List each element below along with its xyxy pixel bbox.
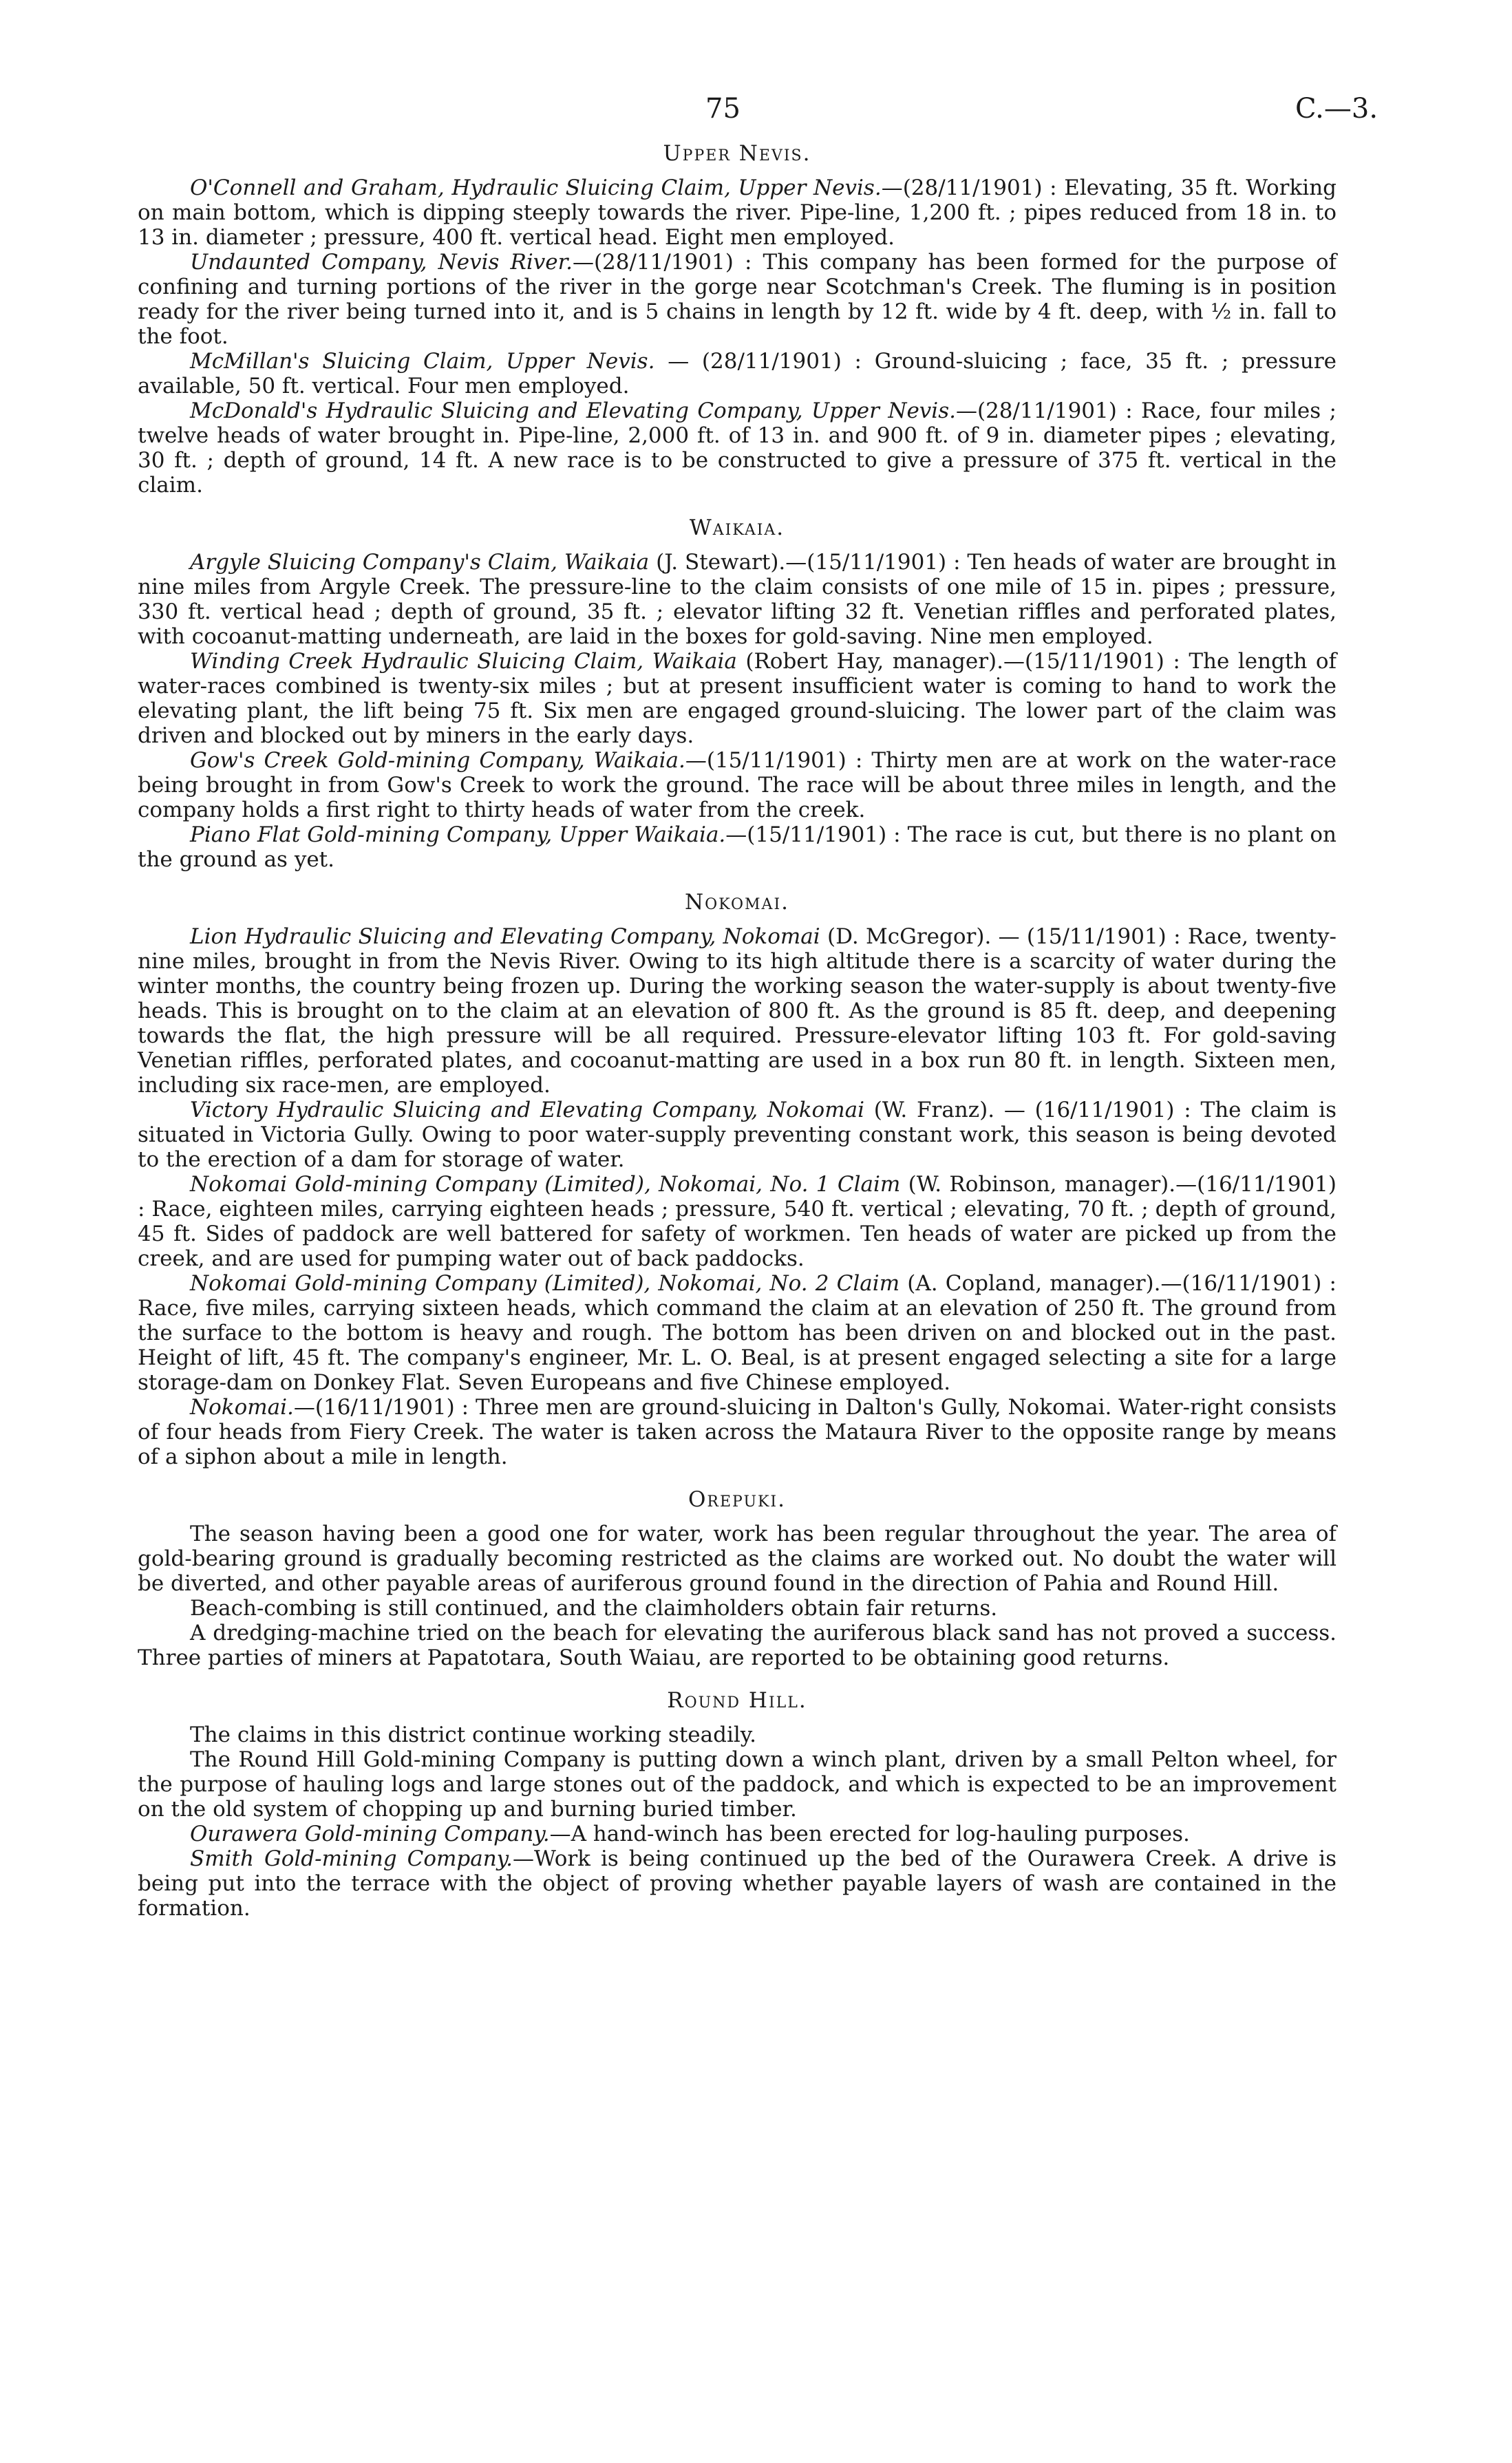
paragraph-text: (Robert Hay, manager).—(15/11/1901) : The length of water-races combined is twenty-six miles ; but at present insufficient water is coming to hand to work the elevating plant, the lift being 75 ft. Six men are engaged ground-sluicing. The lower part of the claim was driven and blocked out by miners in the early days. xyxy=(138,649,1337,748)
section-heading-upper-nevis: Upper Nevis. xyxy=(663,141,811,166)
paragraph-text: (J. Stewart).—(15/11/1901) : Ten heads of water are brought in nine miles from Argyle Creek. The pressure-line to the claim consists of one mile of 15 in. pipes ; pressure, 330 ft. vertical head ; depth of ground, 35 ft. ; elevator lifting 32 ft. Venetian riffles and perforated plates, with cocoanut-matting underneath, are laid in the boxes for gold-saving. Nine men employed. xyxy=(138,550,1337,649)
paragraph-lead: Ourawera Gold-mining Company. xyxy=(190,1822,550,1846)
paragraph xyxy=(138,1822,1337,1846)
paragraph xyxy=(138,1172,1337,1271)
paragraph-lead: Smith Gold-mining Company. xyxy=(190,1846,513,1871)
paragraph-lead: Nokomai Gold-mining Company (Limited), Nokomai, No. 2 Claim xyxy=(190,1271,900,1296)
paragraph xyxy=(138,550,1337,649)
paragraph-lead: Victory Hydraulic Sluicing and Elevating Company, Nokomai xyxy=(190,1098,865,1122)
paragraph-lead: Winding Creek Hydraulic Sluicing Claim, Waikaia xyxy=(190,649,737,674)
paragraph-lead: Gow's Creek Gold-mining Company, Waikaia. xyxy=(190,748,685,773)
paragraph xyxy=(138,1098,1337,1172)
paragraph-text: (A. Copland, manager).—(16/11/1901) : Race, five miles, carrying sixteen heads, which command the claim at an elevation of 250 ft. The ground from the surface to the bottom is heavy and rough. The bottom has been driven on and blocked out in the past. Height of lift, 45 ft. The company's engineer, Mr. L. O. Beal, is at present engaged selecting a site for a large storage-dam on Donkey Flat. Seven Europeans and five Chinese employed. xyxy=(138,1271,1337,1395)
paragraph xyxy=(138,1723,1337,1747)
paragraph xyxy=(138,748,1337,822)
paragraph xyxy=(138,1522,1337,1596)
paragraph-lead: McDonald's Hydraulic Sluicing and Elevating Company, Upper Nevis. xyxy=(190,398,956,423)
paragraph-lead: Argyle Sluicing Company's Claim, Waikaia xyxy=(190,550,650,575)
paragraph xyxy=(138,924,1337,1098)
paragraph-text: — (28/11/1901) : Ground-sluicing ; face, 35 ft. ; pressure available, 50 ft. vertical. Four men employed. xyxy=(138,349,1337,398)
paragraph-text: (D. McGregor). — (15/11/1901) : Race, twenty-nine miles, brought in from the Nevis River. Owing to its high altitude there is a scarcity of water during the winter months, the country being frozen up. During the working season the water-supply is about twenty-five heads. This is brought on to the claim at an elevation of 800 ft. As the ground is 85 ft. deep, and deepening towards the flat, the high pressure will be all required. Pressure-elevator lifting 103 ft. For gold-saving Venetian riffles, perforated plates, and cocoanut-matting are used in a box run 80 ft. in length. Sixteen men, including six race-men, are employed. xyxy=(138,924,1337,1098)
paragraph-text: —A hand-winch has been erected for log-hauling purposes. xyxy=(549,1822,1190,1846)
paragraph xyxy=(138,1846,1337,1921)
page-number: 75 xyxy=(705,93,741,125)
paragraph-lead: Nokomai. xyxy=(190,1395,294,1420)
paragraph-text: The season having been a good one for water, work has been regular throughout the year. The area of gold-bearing ground is gradually becoming restricted as the claims are worked out. No doubt the water will be diverted, and other payable areas of auriferous ground found in the direction of Pahia and Round Hill. xyxy=(138,1522,1337,1596)
paragraph xyxy=(138,250,1337,349)
paragraph-text: A dredging-machine tried on the beach for elevating the auriferous black sand has not proved a success. Three parties of miners at Papatotara, South Waiau, are reported to be obtaining good returns. xyxy=(138,1621,1337,1670)
paragraph-text: —(16/11/1901) : Three men are ground-sluicing in Dalton's Gully, Nokomai. Water-right consists of four heads from Fiery Creek. The water is taken across the Mataura River to the opposite range by means of a siphon about a mile in length. xyxy=(138,1395,1337,1469)
document-reference: C.—3. xyxy=(1295,93,1378,125)
paragraph-text: (W. Franz). — (16/11/1901) : The claim is situated in Victoria Gully. Owing to poor water-supply preventing constant work, this season is being devoted to the erection of a dam for storage of water. xyxy=(138,1098,1337,1172)
paragraph-text: —(15/11/1901) : Thirty men are at work on the water-race being brought in from Gow's Creek to work the ground. The race will be about three miles in length, and the company holds a first right to thirty heads of water from the creek. xyxy=(138,748,1337,822)
paragraph-lead: Lion Hydraulic Sluicing and Elevating Company, Nokomai xyxy=(190,924,820,949)
paragraph-lead: Nokomai Gold-mining Company (Limited), Nokomai, No. 1 Claim xyxy=(190,1172,901,1197)
paragraph-text: The Round Hill Gold-mining Company is putting down a winch plant, driven by a small Pelton wheel, for the purpose of hauling logs and large stones out of the paddock, and which is expected to be an improvement on the old system of chopping up and burning buried timber. xyxy=(138,1747,1337,1822)
section-heading-waikaia: Waikaia. xyxy=(689,515,785,540)
document-body xyxy=(138,141,1337,1921)
paragraph-text: —(15/11/1901) : The race is cut, but there is no plant on the ground as yet. xyxy=(138,822,1337,872)
section-heading-orepuki: Orepuki. xyxy=(688,1487,786,1512)
paragraph-lead: O'Connell and Graham, Hydraulic Sluicing Claim, Upper Nevis. xyxy=(190,175,882,200)
paragraph-text: —(28/11/1901) : This company has been formed for the purpose of confining and turning portions of the river in the gorge near Scotchman's Creek. The fluming is in position ready for the river being turned into it, and is 5 chains in length by 12 ft. wide by 4 ft. deep, with ½ in. fall to the foot. xyxy=(138,250,1337,349)
paragraph-lead: Undaunted Company, Nevis River. xyxy=(190,250,573,275)
paragraph-lead: McMillan's Sluicing Claim, Upper Nevis. xyxy=(190,349,655,374)
paragraph xyxy=(138,1271,1337,1395)
paragraph xyxy=(138,1395,1337,1469)
paragraph xyxy=(138,349,1337,398)
paragraph xyxy=(138,649,1337,748)
paragraph-text: —(28/11/1901) : Race, four miles ; twelve heads of water brought in. Pipe-line, 2,000 ft. of 13 in. and 900 ft. of 9 in. diameter pipes ; elevating, 30 ft. ; depth of ground, 14 ft. A new race is to be constructed to give a pressure of 375 ft. vertical in the claim. xyxy=(138,398,1337,498)
paragraph-text: (W. Robinson, manager).—(16/11/1901) : Race, eighteen miles, carrying eighteen heads ; pressure, 540 ft. vertical ; elevating, 70 ft. ; depth of ground, 45 ft. Sides of paddock are well battered for safety of workmen. Ten heads of water are picked up from the creek, and are used for pumping water out of back paddocks. xyxy=(138,1172,1337,1271)
paragraph-text: —Work is being continued up the bed of the Ourawera Creek. A drive is being put into the terrace with the object of proving whether payable layers of wash are contained in the formation. xyxy=(138,1846,1337,1921)
paragraph-text: —(28/11/1901) : Elevating, 35 ft. Working on main bottom, which is dipping steeply towards the river. Pipe-line, 1,200 ft. ; pipes reduced from 18 in. to 13 in. diameter ; pressure, 400 ft. vertical head. Eight men employed. xyxy=(138,175,1337,250)
paragraph xyxy=(138,398,1337,498)
section-heading-nokomai: Nokomai. xyxy=(684,890,789,915)
paragraph xyxy=(138,175,1337,250)
paragraph xyxy=(138,1596,1337,1621)
section-heading-round-hill: Round Hill. xyxy=(667,1688,807,1713)
paragraph xyxy=(138,1621,1337,1670)
paragraph-lead: Piano Flat Gold-mining Company, Upper Waikaia. xyxy=(190,822,726,847)
paragraph-text: Beach-combing is still continued, and the claimholders obtain fair returns. xyxy=(190,1596,998,1621)
paragraph-text: The claims in this district continue working steadily. xyxy=(190,1723,757,1747)
paragraph xyxy=(138,1747,1337,1822)
paragraph xyxy=(138,822,1337,872)
